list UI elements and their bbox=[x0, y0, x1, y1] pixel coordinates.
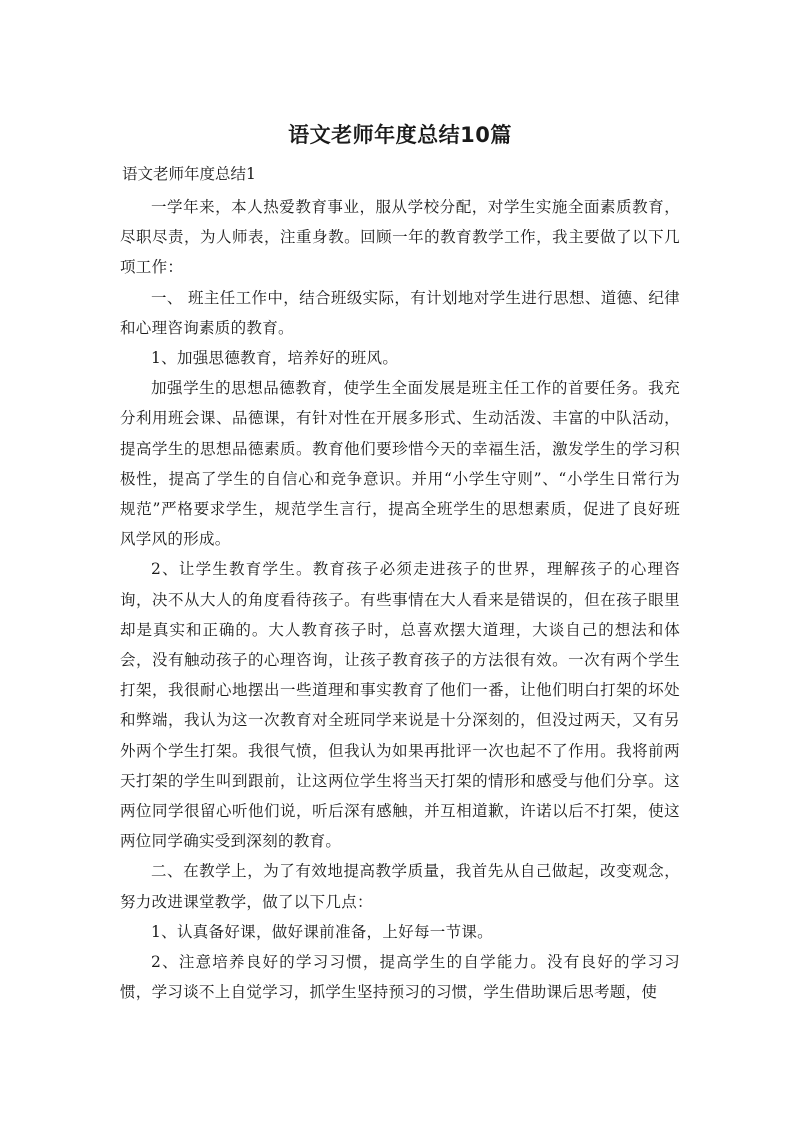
paragraph-moral-education: 加强学生的思想品德教育，使学生全面发展是班主任工作的首要任务。我充分利用班会课、品德课，有针对性在开展多形式、生动活泼、丰富的中队活动，提高学生的思想品德素质。教育他们要珍惜今天的幸福生活，激发学生的学习积极性，提高了学生的自信心和竞争意识。并用“小学生守则”、“小学生日常行为规范”严格要求学生，规范学生言行，提高全班学生的思想素质，促进了良好班风学风的形成。 bbox=[120, 379, 680, 549]
paragraph-teaching-work: 二、在教学上，为了有效地提高教学质量，我首先从自己做起，改变观念，努力改进课堂教学，做了以下几点： bbox=[120, 862, 680, 911]
paragraph-point-1-heading: 1、加强思德教育，培养好的班风。 bbox=[151, 349, 399, 368]
paragraph-prepare-lessons: 1、认真备好课，做好课前准备，上好每一节课。 bbox=[151, 922, 493, 941]
paragraph-students-educate-students: 2、让学生教育学生。教育孩子必须走进孩子的世界，理解孩子的心理咨询，决不从大人的角度看待孩子。有些事情在大人看来是错误的，但在孩子眼里却是真实和正确的。大人教育孩子时，总喜欢摆大道理，大谈自己的想法和体会，没有触动孩子的心理咨询，让孩子教育孩子的方法很有效。一次有两个学生打架，我很耐心地摆出一些道理和事实教育了他们一番，让他们明白打架的坏处和弊端，我认为这一次教育对全班同学来说是十分深刻的，但没过两天，又有另外两个学生打架。我很气愤，但我认为如果再批评一次也起不了作用。我将前两天打架的学生叫到跟前，让这两位学生将当天打架的情形和感受与他们分享。这两位同学很留心听他们说，听后深有感触，并互相道歉，许诺以后不打架，使这两位同学确实受到深刻的教育。 bbox=[120, 560, 680, 851]
paragraph-intro: 一学年来，本人热爱教育事业，服从学校分配，对学生实施全面素质教育，尽职尽责，为人师表，注重身教。回顾一年的教育教学工作，我主要做了以下几项工作： bbox=[120, 198, 680, 277]
paragraph-study-habits: 2、注意培养良好的学习习惯，提高学生的自学能力。没有良好的学习习惯，学习谈不上自觉学习，抓学生坚持预习的习惯，学生借助课后思考题，使 bbox=[120, 953, 680, 1002]
document-body bbox=[120, 192, 680, 1007]
paragraph-class-teacher-work: 一、 班主任工作中，结合班级实际，有计划地对学生进行思想、道德、纪律和心理咨询素质的教育。 bbox=[120, 288, 680, 337]
section-heading: 语文老师年度总结1 bbox=[122, 165, 256, 183]
document-title: 语文老师年度总结10篇 bbox=[288, 123, 512, 147]
